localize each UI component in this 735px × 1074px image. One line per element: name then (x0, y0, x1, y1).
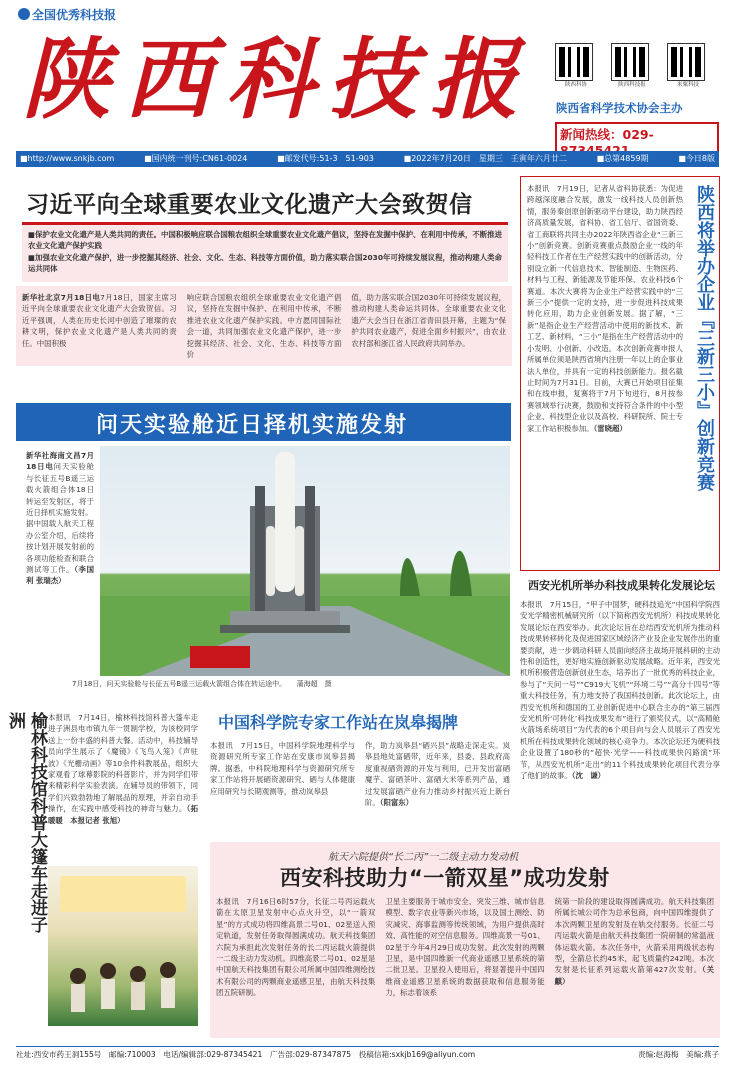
qr-label: 米粟科技 (676, 82, 699, 88)
rocket-col-2: 卫星主要服务于城市安全、突发三维、城市信息模型、数字农业等新兴市场，以及国土测绘、防灾减灾、海事监测等传统领域，为用户提供高时效、高性能的对空信息服务。四维高景一号01、02星于今年4月29日成功发射。此次发射的两颗卫星，是中国四维新一代商业遥感卫星系统的第二批卫星。卫星投入使用后，将显著提升中国四维商业遥感卫星系统的数据获取和信息服务能力，标志着该系 (385, 897, 545, 998)
rocket-kicker: 航天六院提供“长二丙”一二级主动力发动机 (328, 852, 519, 863)
cas-body (210, 740, 510, 855)
rocket-byline: （关 麒） (554, 965, 722, 986)
rocket-headline: 西安科技助力“一箭双星”成功发射 (280, 866, 610, 890)
lead-dateline: 新华社北京7月18日电 (22, 293, 101, 302)
chuangxin-story (520, 176, 720, 571)
footer-editors: 责编:赵海梅 美编:燕子 (637, 1050, 719, 1059)
yulin-byline: （拓暖暖 本报记者 张旭） (48, 804, 198, 825)
chuangxin-body: 本报讯 7月19日，记者从省科协获悉：为促进跨越深度融合发展，激发一线科技人员创新热情，服务秦创原创新驱动平台建设，助力陕西经济高质量发展，省科协、省工信厅、省国资委、省工商联将共同主办2022年陕西省企业“三新三小”创新竞赛。创新竞赛重点鼓励企业一线的年轻科技工作者在生产经营实践中的创新活动，分别设立新一代信息技术、智能制造、生物医药、材料与工程、新能源及节能环保、农业科技6个赛道。本次大赛将为企业生产经营实践中的“三新三小”提供一定的支持，进一步促进科技成果转化应用，助力企业创新发展。据了解，“三新”是指企业生产经营活动中使用的新技术、新工艺、新材料，“三小”是指在生产经营活动中的小发明、小创新、小改造。本次创新竞赛申报人所属单位须是陕西省境内注册一年以上的企事业法人单位，并具有一定的科技创新能力。报名截止时间为7月31日。目前，大赛已开始项目征集和在线申报，复赛将于7月下旬进行，8月按参赛领域举行决赛，鼓励和支持符合条件的中小型企业、科技型企业以及高校、科研院所、院士专家工作站积极参加。（雷晓超） (527, 184, 683, 433)
lead-col-3: 值，助力落实联合国2030年可持续发展议程，推动构建人类命运共同体。全球重要农业文化遗产大会当日在浙江省青田县开幕，主题为“保护共同农业遗产，促进全面乡村振兴”，由农业农村部和浙江省人民政府共同举办。 (351, 293, 507, 348)
rocket-col-1: 本报讯 7月16日6时57分，长征二号丙运载火箭在太原卫星发射中心点火升空，以“一箭双星”的方式成功将四维高景二号01、02星送入预定轨道，发射任务取得圆满成功。航天科技集团六院为承担此次发射任务的长二丙运载火箭提供一二级主动力发动机。四维高景二号01、02星是中国航天科技集团有限公司所属中国四维测绘技术有限公司的两颗商业遥感卫星，由航天科技集团五院研制。 (216, 897, 376, 998)
xian-optics-headline: 西安光机所举办科技成果转化发展论坛 (528, 579, 715, 592)
yulin-vertical-title: 榆林科技馆科普大篷车走进子洲 (5, 712, 47, 933)
rocket-photo (100, 446, 510, 676)
masthead-title: 陕西科技报 (22, 27, 533, 131)
info-date: ■2022年7月20日 星期三 壬寅年六月廿二 (403, 154, 567, 163)
info-pages: ■今日8版 (678, 154, 715, 163)
yulin-body: 本报讯 7月14日，榆林科技馆科普大篷车走进子洲县电市镇九年一贯制学校，为该校同学送上一份丰盛的科普大餐。活动中，科技辅导员向学生展示了《魔镜》《飞鸟入笼》《声驻波》《光栅动画》等10余件科教展品，组织大家观看了球幕影院的科普影片，并为同学们带来精彩科学实验表演。在辅导员的带领下，同学们兴致勃勃地了解展品的原理，并亲自动手操作，在实践中感受科技的神奇与魅力。（拓暖暖 本报记者 张旭） (48, 713, 198, 825)
wentian-body: 新华社海南文昌7月18日电问天实验舱与长征五号B遥三运载火箭组合体18日转运至发射区，将于近日择机实施发射。 据中国载人航天工程办公室介绍，后续将按计划开展发射前的各项功能检查和联合测试等工作。（李国利 张瑞杰） (26, 451, 94, 586)
masthead (0, 0, 735, 150)
lead-col-1: 新华社北京7月18日电7月18日，国家主席习近平向全球重要农业文化遗产大会致贺信。习近平强调，人类在历史长河中创造了璀璨的农耕文明，保护农业文化遗产是人类共同的责任。中国积极 (22, 293, 177, 348)
masthead-hotline: 新闻热线：029- (555, 122, 719, 161)
footer-address: 社址:西安市药王洞155号 邮编:710003 电话/编辑部:029-87345421 广告部:029-87347875 投稿信箱:sxkjb169@aliyun.com (16, 1050, 476, 1059)
chuangxin-byline: （雷晓超） (593, 423, 627, 433)
lead-summary-box (22, 222, 508, 282)
rocket-launch-story (210, 842, 720, 1038)
info-issue: ■总第4859期 (596, 154, 649, 163)
wentian-byline: （李国利 张瑞杰） (26, 565, 94, 586)
slogan-logo-icon (18, 8, 30, 20)
masthead-sponsor: 陕西省科学技术协会主办 (556, 101, 683, 115)
qr-label: 陕西科协 (564, 82, 587, 88)
wentian-headline: 问天实验舱近日择机实施发射 (96, 412, 409, 438)
cas-byline: （阳富东） (379, 798, 414, 808)
rocket-illustration (100, 446, 510, 676)
lead-headline: 习近平向全球重要农业文化遗产大会致贺信 (26, 192, 473, 218)
footer (16, 1046, 719, 1062)
lead-body (16, 286, 512, 366)
chuangxin-vertical-title: 陕西将举办企业『三新三小』创新竞赛 (694, 185, 715, 491)
info-website[interactable]: ■http://www.snkjb.com (20, 154, 115, 163)
cas-headline: 中国科学院专家工作站在岚皋揭牌 (218, 713, 459, 732)
qr-label: 陕西科技报 (618, 82, 646, 88)
lead-story (16, 174, 511, 364)
lead-col-2: 响应联合国粮农组织全球重要农业文化遗产倡议，坚持在发掘中保护、在利用中传承，不断推进农业文化遗产保护实践。中方愿同国际社会一道，共同加强农业文化遗产保护，进一步挖掘其经济、社会、文化、生态、科技等方面价 (186, 293, 342, 360)
qr-code-icon (668, 44, 704, 80)
xian-optics-body: 本报讯 7月15日，“甲子中国梦，硬科技追光”中国科学院西安光学精密机械研究所（以下简称西安光机所）科技成果转化发展论坛在西安举办。此次论坛旨在总结西安光机所为推动科技成果转移转化及促进国家区域经济产业及企业发展作出的重要贡献，进一步调动科研人员面向经济主战场开展科研的主动性和创造性，更好地实施创新驱动发展战略。近年来，西安光机所积极营造创新创业生态，培养出了一批优秀的科技企业，参与了“天问一号”“C919大飞机”“环境二号”“高分十四号”等重大科技任务，有力地支持了我国科技创新。此次论坛上，由西安光机所和德国的工业创新促进中心联合主办的“第三届西安光机所‘可转化’科技成果发布”进行了颁奖仪式，以“高精舱火箭场系统项目”为代表的6个项目向与会人员展示了西安光机所在科技成果转化领域的核心竞争力。本次论坛还为硬科技企业设置了180秒的“超快·光学——科技成果快闪路演”环节，从西安光机所“走出”的11个科技成果转化项目代表分享了他们的故事。（沈 谦） (520, 600, 720, 781)
info-cn: ■国内统一刊号:CN61-0024 (144, 154, 248, 163)
yulin-photo (48, 866, 198, 1026)
info-bar (16, 151, 719, 167)
lead-summary-1: ■保护农业文化遗产是人类共同的责任。中国积极响应联合国粮农组织全球重要农业文化遗产倡议，坚持在发掘中保护、在利用中传承，不断推进农业文化遗产保护实践 (28, 230, 502, 251)
cas-col-1: 本报讯 7月15日，中国科学院地理科学与资源研究所专家工作站在安康市岚皋县揭牌。据悉，中科院地理科学与资源研究所专家工作站将开展硒资源研究、硒与人体健康应用研究与长期观测等，推动岚皋县 (210, 741, 355, 796)
info-post: ■邮发代号:51-3 51-903 (277, 154, 374, 163)
qr-code-icon (612, 44, 648, 80)
rocket-body (216, 896, 722, 1034)
xian-optics-byline: （沈 谦） (571, 771, 606, 781)
rocket-photo-caption: 7月18日，问天实验舱与长征五号B遥三运载火箭组合体在转运途中。 蒲海超 摄 (72, 680, 332, 688)
qr-code-icon (556, 44, 592, 80)
cas-story (210, 710, 510, 860)
masthead-slogan: 全国优秀科技报 (32, 8, 117, 22)
wentian-dateline: 新华社海南文昌7月18日电 (26, 451, 94, 472)
lead-summary-2: ■加强农业文化遗产保护，进一步挖掘其经济、社会、文化、生态、科技等方面价值，助力落实联合国2030年可持续发展议程，推动构建人类命运共同体 (28, 252, 502, 274)
cas-col-2: 作，助力岚皋县“硒兴县”战略走深走实。岚皋县地处富硒带，近年来，县委、县政府高度重视硒资源的开发与利用，已开发出富硒魔芋、富硒茶叶、富硒大米等系列产品，通过发展富硒产业有力推动乡村振兴近上新台阶。（阳富东） (365, 741, 510, 808)
wentian-banner (16, 403, 511, 441)
children-illustration (48, 866, 198, 1026)
rocket-col-3: 统第一阶段的建设取得圆满成功。航天科技集团所属长城公司作为总承包商，向中国四维提供了本次两颗卫星的发射及在轨交付服务。长征二号丙运载火箭是由航天科技集团一院研制的常温液体运载火箭。本次任务中，火箭采用两级状态构型，全箭总长约45米，起飞质量约242吨。本次发射是长征系列运载火箭第427次发射。（关 麒） (554, 897, 722, 986)
